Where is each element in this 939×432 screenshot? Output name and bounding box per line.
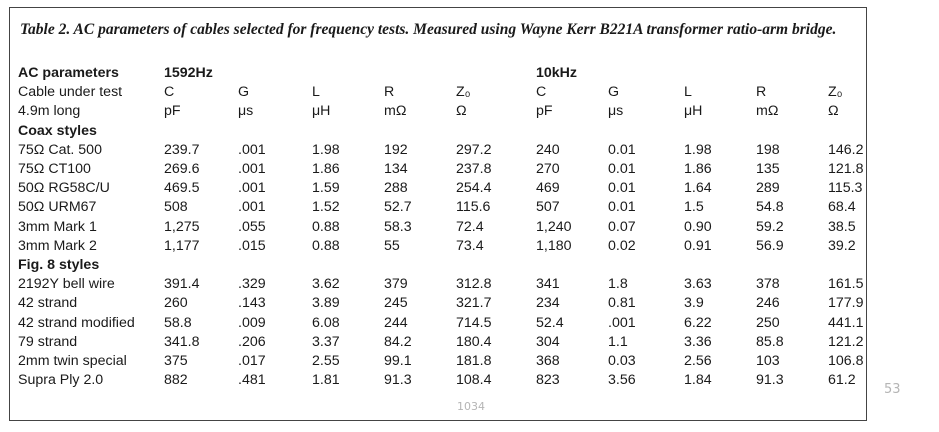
table-cell: 3.89 [312,295,340,312]
table-cell: 6.08 [312,314,340,331]
table-cell: .001 [238,180,266,197]
table-cell: 3.36 [684,333,712,350]
table-cell: 379 [384,276,408,293]
table-cell: 1,177 [164,237,200,254]
table-cell: 192 [384,141,408,158]
table-cell: 3.56 [608,372,636,389]
row-label: 3mm Mark 2 [18,237,97,254]
table-cell: .001 [238,199,266,216]
table-cell: 1592Hz [164,65,213,81]
table-cell: 59.2 [756,218,784,235]
table-cell: 1.86 [684,161,712,178]
table-cell: 1.86 [312,161,340,178]
table-cell [608,64,684,83]
table-cell: 1.8 [608,276,628,293]
table-cell: 3.62 [312,276,340,293]
table-cell: 106.8 [828,353,864,370]
table-cell [756,64,828,83]
table-cell: 1.98 [312,141,340,158]
table-cell: 198 [756,141,780,158]
row-label: 4.9m long [18,103,81,120]
table-cell: 73.4 [456,237,484,254]
table-cell: .009 [238,314,266,331]
table-cell: 1.52 [312,199,340,216]
table-cell: 378 [756,276,780,293]
table-cell: Ω [456,103,467,120]
table-cell: 72.4 [456,218,484,235]
table-cell: G [238,84,250,101]
table-cell: 1.84 [684,372,712,389]
table-cell: 240 [536,141,560,158]
table-cell: 1.1 [608,333,628,350]
table-cell: 54.8 [756,199,784,216]
table-cell [312,64,384,83]
row-label: 50Ω URM67 [18,199,97,216]
table-cell: 441.1 [828,314,864,331]
table-row [18,314,864,333]
table-cell: 289 [756,180,780,197]
row-label: 75Ω CT100 [18,161,91,178]
table-cell: 714.5 [456,314,492,331]
table-row [18,198,864,217]
row-label: 50Ω RG58C/U [18,180,110,197]
table-cell: 181.8 [456,353,492,370]
table-row [18,237,864,256]
table-cell: 161.5 [828,276,864,293]
table-cell: 375 [164,353,188,370]
table-cell: 115.3 [828,180,863,197]
table-cell: 108.4 [456,372,492,389]
table-cell: 91.3 [756,372,784,389]
table-cell: 61.2 [828,372,856,389]
table-cell: .001 [238,141,266,158]
table-cell: C [536,84,547,101]
table-cell: 246 [756,295,780,312]
table-cell: 469 [536,180,560,197]
table-cell: μH [312,103,331,120]
table-cell: 1.64 [684,180,712,197]
table-cell: 135 [756,161,780,178]
section-title: Fig. 8 styles [18,257,100,274]
table-row [18,218,864,237]
table-cell: 52.7 [384,199,412,216]
table-cell: μs [608,103,624,120]
row-label: 42 strand [18,295,78,312]
table-cell: 341.8 [164,333,200,350]
table-row [18,333,864,352]
table-cell: 91.3 [384,372,412,389]
table-cell: 391.4 [164,276,200,293]
table-cell: mΩ [384,103,407,120]
margin-scribble: 1034 [457,400,485,413]
table-cell: L [684,84,692,101]
table-cell: 0.01 [608,141,636,158]
table-cell: G [608,84,620,101]
row-label: 42 strand modified [18,314,135,331]
table-cell: 85.8 [756,333,784,350]
table-row [18,179,864,198]
table-cell: 269.6 [164,161,200,178]
table-cell: 56.9 [756,237,784,254]
table-cell: Z₀ [828,84,843,101]
table-row [18,160,864,179]
table-cell: 1,275 [164,218,200,235]
table-cell: 0.88 [312,218,340,235]
row-label: 79 strand [18,333,78,350]
table-cell: .143 [238,295,266,312]
table-cell: 270 [536,161,560,178]
table-cell: 121.8 [828,161,864,178]
table-cell [456,64,536,83]
table-cell: .055 [238,218,266,235]
table-cell: C [164,84,175,101]
table-cell: 882 [164,372,188,389]
table-cell: R [384,84,395,101]
table-cell: pF [536,103,553,120]
table-cell [828,64,864,83]
table-cell: 341 [536,276,560,293]
table-cell: 3.9 [684,295,704,312]
table-cell: 58.3 [384,218,412,235]
table-row [18,141,864,160]
table-cell: mΩ [756,103,779,120]
table-cell: .001 [608,314,636,331]
table-cell: 2.56 [684,353,712,370]
table-cell: 0.01 [608,199,636,216]
table-cell: 469.5 [164,180,200,197]
table-cell: 134 [384,161,408,178]
table-cell: 1.5 [684,199,704,216]
table-cell: 115.6 [456,199,491,216]
table-body [18,64,864,390]
table-cell: 0.88 [312,237,340,254]
table-cell: 237.8 [456,161,492,178]
table-cell: .001 [238,161,266,178]
row-label: AC parameters [18,65,119,81]
row-label: Supra Ply 2.0 [18,372,104,389]
table-cell: μH [684,103,703,120]
table-cell: 1,240 [536,218,572,235]
table-cell [684,64,756,83]
table-cell: 1.81 [312,372,340,389]
table-cell: 2.55 [312,353,340,370]
table-row [18,371,864,390]
table-row [18,294,864,313]
table-cell: 121.2 [828,333,864,350]
table-cell: 297.2 [456,141,492,158]
table-cell: 245 [384,295,408,312]
table-cell: 39.2 [828,237,856,254]
table-cell: 58.8 [164,314,192,331]
table-cell: 0.02 [608,237,636,254]
table-cell: 84.2 [384,333,412,350]
table-cell: 0.90 [684,218,712,235]
table-cell: R [756,84,767,101]
table-cell [238,64,312,83]
section-title: Coax styles [18,122,97,139]
table-cell: 254.4 [456,180,492,197]
table-cell: 52.4 [536,314,564,331]
row-label: 75Ω Cat. 500 [18,141,102,158]
table-cell: 1,180 [536,237,572,254]
table-cell: .015 [238,237,266,254]
table-cell: 0.01 [608,180,636,197]
table-cell: 234 [536,295,560,312]
table-cell: 68.4 [828,199,856,216]
table-cell: μs [238,103,254,120]
table-row [18,352,864,371]
header-row [18,64,864,83]
table-cell: .329 [238,276,266,293]
table-cell: 0.81 [608,295,636,312]
table-cell: 368 [536,353,560,370]
table-cell: .206 [238,333,266,350]
table-cell: 1.59 [312,180,340,197]
table-cell: 38.5 [828,218,856,235]
table-cell: 3.63 [684,276,712,293]
row-label: 2mm twin special [18,353,127,370]
table-cell: 288 [384,180,408,197]
table-cell: 0.91 [684,237,712,254]
header-row [18,83,864,102]
table-cell: Z₀ [456,84,471,101]
margin-scribble: 53 [884,382,901,397]
table-cell: Ω [828,103,839,120]
section-header-row [18,256,864,275]
row-label: 3mm Mark 1 [18,218,97,235]
table-cell: 3.37 [312,333,340,350]
table-cell: 180.4 [456,333,492,350]
table-cell: 1.98 [684,141,712,158]
table-cell: 103 [756,353,780,370]
table-cell: .017 [238,353,266,370]
table-cell: 0.07 [608,218,636,235]
table-cell: 508 [164,199,188,216]
table-cell: 0.03 [608,353,636,370]
units-row [18,102,864,121]
table-cell: 823 [536,372,560,389]
table-cell: .481 [238,372,266,389]
table-cell: 177.9 [828,295,864,312]
table-cell: 244 [384,314,408,331]
table-cell: 146.2 [828,141,864,158]
row-label: Cable under test [18,84,123,101]
table-row [18,275,864,294]
table-cell: 239.7 [164,141,200,158]
table-cell: 250 [756,314,780,331]
table-cell: 55 [384,237,400,254]
table-cell: 507 [536,199,560,216]
table-cell: L [312,84,320,101]
table-caption: Table 2. AC parameters of cables selected for frequency tests. Measured using Wayne Kerr B221A transformer ratio-arm bridge. [20,21,837,38]
table-cell: 99.1 [384,353,412,370]
ac-parameters-table [18,64,864,390]
table-cell: 260 [164,295,188,312]
table-cell: 312.8 [456,276,492,293]
table-cell: 321.7 [456,295,492,312]
table-cell: 10kHz [536,65,578,81]
table-cell: 0.01 [608,161,636,178]
row-label: 2192Y bell wire [18,276,115,293]
section-header-row [18,122,864,141]
table-cell: pF [164,103,181,120]
table-cell: 304 [536,333,560,350]
table-cell [384,64,456,83]
table-cell: 6.22 [684,314,712,331]
